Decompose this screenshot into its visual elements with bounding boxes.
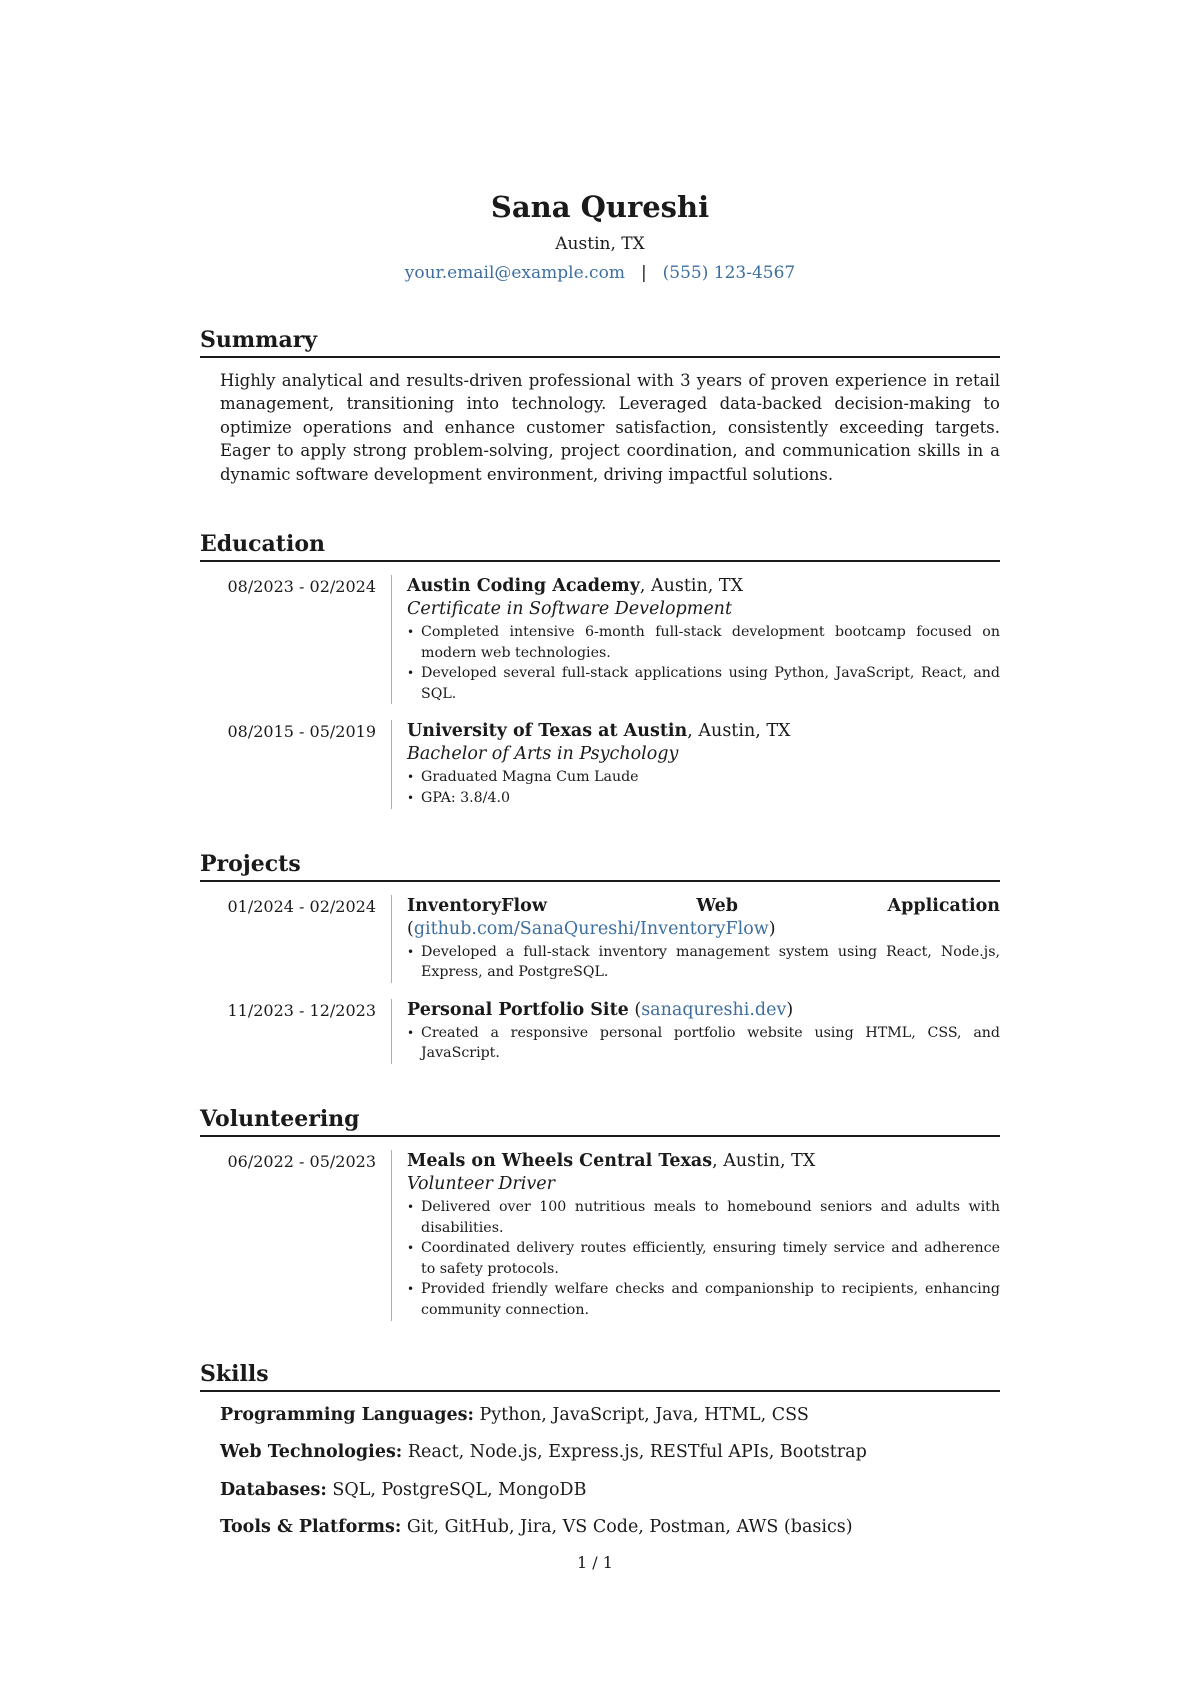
entry-body: [391, 1150, 1000, 1321]
paren-open: (: [628, 999, 642, 1020]
entry-location: , Austin, TX: [639, 576, 744, 597]
entry-bullets: [407, 767, 1000, 808]
bullet-item: • Provided friendly welfare checks and companionship to recipients, enhancing community connection.: [407, 1279, 1000, 1320]
paren-close: ): [786, 999, 794, 1020]
skill-label: Databases:: [220, 1479, 327, 1500]
skill-label: Programming Languages:: [220, 1404, 474, 1425]
entry-org: University of Texas at Austin: [407, 721, 688, 742]
entry-bullets: [407, 1197, 1000, 1321]
resume-page: [200, 190, 1000, 1553]
page-number: 1 / 1: [577, 1553, 613, 1572]
section-title-skills: Skills: [200, 1361, 1000, 1392]
volunteering-entry: [200, 1150, 1000, 1321]
entry-bullets: [407, 1023, 1000, 1064]
bullet-item: • Delivered over 100 nutritious meals to homebound seniors and adults with disabilities.: [407, 1197, 1000, 1238]
skill-row: [220, 1515, 1000, 1539]
summary-section: [200, 327, 1000, 486]
contact-line: [200, 262, 1000, 284]
skill-row: [220, 1478, 1000, 1502]
projects-section: [200, 851, 1000, 1064]
project-entry: [200, 999, 1000, 1064]
entry-heading: [407, 1150, 1000, 1173]
skill-label: Web Technologies:: [220, 1442, 403, 1463]
project-entry: [200, 895, 1000, 983]
skill-label: Tools & Platforms:: [220, 1517, 402, 1538]
project-name: Personal Portfolio Site: [407, 999, 629, 1020]
project-name: InventoryFlow Web Application: [407, 895, 1000, 916]
skill-row: [220, 1440, 1000, 1464]
education-section: [200, 531, 1000, 809]
phone-link[interactable]: (555) 123-4567: [662, 263, 796, 283]
bullet-item: • Graduated Magna Cum Laude: [407, 767, 1000, 788]
project-link[interactable]: github.com/SanaQureshi/InventoryFlow: [413, 918, 769, 939]
bullet-item: • Completed intensive 6-month full-stack development bootcamp focused on modern web technologies.: [407, 622, 1000, 663]
entry-dates: 06/2022 - 05/2023: [227, 1151, 376, 1171]
entry-heading: [407, 575, 1000, 598]
skill-value: SQL, PostgreSQL, MongoDB: [326, 1479, 587, 1500]
skill-value: React, Node.js, Express.js, RESTful APIs, Bootstrap: [402, 1442, 867, 1463]
skill-value: Python, JavaScript, Java, HTML, CSS: [473, 1404, 809, 1425]
skill-row: [220, 1403, 1000, 1427]
entry-heading: [407, 999, 1000, 1022]
entry-bullets: [407, 622, 1000, 704]
project-link[interactable]: sanaqureshi.dev: [641, 999, 787, 1020]
entry-body: [391, 895, 1000, 983]
section-title-summary: Summary: [200, 327, 1000, 358]
paren-open: (: [407, 918, 414, 939]
entry-dates: 08/2015 - 05/2019: [227, 722, 376, 742]
bullet-item: • Developed a full-stack inventory management system using React, Node.js, Express, and PostgreSQL.: [407, 942, 1000, 983]
entry-heading: [407, 895, 1000, 941]
entry-dates: 01/2024 - 02/2024: [227, 896, 376, 916]
email-link[interactable]: your.email@example.com: [404, 263, 625, 283]
volunteering-section: [200, 1106, 1000, 1321]
entry-location: , Austin, TX: [687, 721, 791, 742]
skills-list: [220, 1403, 1000, 1540]
summary-text: Highly analytical and results-driven professional with 3 years of proven experience in retail management, transitioning into technology. Leveraged data-backed decision-making to optimize operations and enhance customer satisfaction, consistently exceeding targets. Eager to apply strong problem-solving, project coordination, and communication skills in a dynamic software development environment, driving impactful solutions.: [220, 371, 1000, 484]
entry-subtitle: Certificate in Software Development: [407, 599, 732, 620]
entry-dates: 08/2023 - 02/2024: [227, 577, 376, 597]
entry-bullets: [407, 942, 1000, 983]
bullet-item: • Created a responsive personal portfolio website using HTML, CSS, and JavaScript.: [407, 1023, 1000, 1064]
skills-section: [200, 1361, 1000, 1540]
paren-close: ): [768, 918, 776, 939]
entry-location: , Austin, TX: [712, 1150, 816, 1171]
entry-org: Meals on Wheels Central Texas: [407, 1150, 713, 1171]
candidate-name: Sana Qureshi: [490, 190, 710, 224]
section-title-education: Education: [200, 531, 1000, 562]
bullet-item: • Coordinated delivery routes efficiently, ensuring timely service and adherence to safety protocols.: [407, 1238, 1000, 1279]
entry-body: [391, 575, 1000, 704]
bullet-item: • GPA: 3.8/4.0: [407, 788, 1000, 809]
entry-org: Austin Coding Academy: [407, 576, 640, 597]
entry-body: [391, 720, 1000, 808]
skill-value: Git, GitHub, Jira, VS Code, Postman, AWS (basics): [401, 1517, 853, 1538]
section-title-projects: Projects: [200, 851, 1000, 882]
bullet-item: • Developed several full-stack applications using Python, JavaScript, React, and SQL.: [407, 663, 1000, 704]
entry-subtitle: Bachelor of Arts in Psychology: [407, 744, 679, 765]
contact-separator: |: [640, 263, 647, 283]
entry-body: [391, 999, 1000, 1064]
section-title-volunteering: Volunteering: [200, 1106, 1000, 1137]
education-entry: [200, 575, 1000, 704]
candidate-location: Austin, TX: [555, 234, 645, 254]
entry-subtitle: Volunteer Driver: [407, 1173, 555, 1194]
entry-dates: 11/2023 - 12/2023: [227, 1000, 376, 1020]
education-entry: [200, 720, 1000, 808]
entry-heading: [407, 720, 1000, 743]
resume-header: [200, 190, 1000, 284]
